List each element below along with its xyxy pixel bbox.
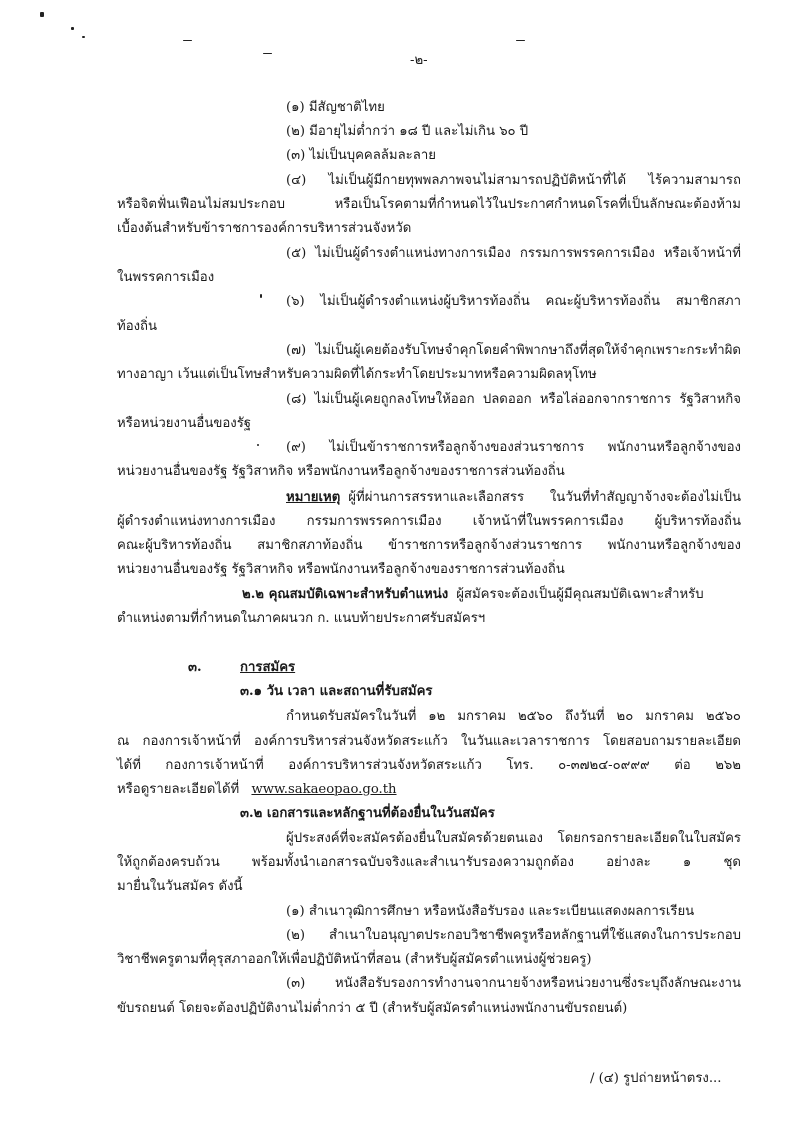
section-3-title: การสมัคร <box>240 660 296 675</box>
scan-speck <box>516 40 525 41</box>
document-2-line1: (๒) สำเนาใบอนุญาตประกอบวิชาชีพครูหรือหลักฐานที่ใช้แสดงในการประกอบ <box>286 928 741 943</box>
section-2-2-line1 <box>242 587 741 603</box>
application-website-line <box>117 782 397 798</box>
note-line2: ผู้ดำรงตำแหน่งทางการเมือง กรรมการพรรคการเมือง เจ้าหน้าที่ในพรรคการเมือง ผู้บริหารท้องถิ่น <box>117 514 741 529</box>
qualification-9-line1: (๙) ไม่เป็นข้าราชการหรือลูกจ้างของส่วนราชการ พนักงานหรือลูกจ้างของ <box>286 440 741 455</box>
document-1: (๑) สำเนาวุฒิการศึกษา หรือหนังสือรับรอง และระเบียนแสดงผลการเรียน <box>286 904 695 919</box>
note-line1 <box>286 490 741 506</box>
scan-speck <box>183 40 192 41</box>
website-link[interactable]: www.sakaeopao.go.th <box>251 782 397 797</box>
qualification-5-line1: (๕) ไม่เป็นผู้ดำรงตำแหน่งทางการเมือง กรรมการพรรคการเมือง หรือเจ้าหน้าที่ <box>286 246 741 261</box>
documents-intro-line3: มายื่นในวันสมัคร ดังนี้ <box>117 879 243 894</box>
qualification-4-line3: เบื้องต้นสำหรับข้าราชการองค์การบริหารส่วนจังหวัด <box>117 221 412 236</box>
note-line3: คณะผู้บริหารท้องถิ่น สมาชิกสภาท้องถิ่น ข้าราชการหรือลูกจ้างส่วนราชการ พนักงานหรือลูกจ้างของ <box>117 538 741 553</box>
scan-speck <box>82 36 85 38</box>
application-contact: ได้ที่ กองการเจ้าหน้าที่ องค์การบริหารส่วนจังหวัดสระแก้ว โทร. ๐-๓๗๒๔-๐๙๙๙ ต่อ ๒๖๒ <box>117 758 741 773</box>
qualification-2: (๒) มีอายุไม่ต่ำกว่า ๑๘ ปี และไม่เกิน ๖๐ ปี <box>286 124 529 139</box>
qualification-7-line1: (๗) ไม่เป็นผู้เคยต้องรับโทษจำคุกโดยคำพิพากษาถึงที่สุดให้จำคุกเพราะกระทำผิด <box>286 343 741 358</box>
qualification-4-line1: (๔) ไม่เป็นผู้มีกายทุพพลภาพจนไม่สามารถปฏิบัติหน้าที่ได้ ไร้ความสามารถ <box>286 173 741 188</box>
note-label: หมายเหตุ <box>286 490 341 505</box>
section-2-2-heading: ๒.๒ คุณสมบัติเฉพาะสำหรับตำแหน่ง <box>242 587 449 602</box>
document-3-line1: (๓) หนังสือรับรองการทำงานจากนายจ้างหรือหน่วยงานซึ่งระบุถึงลักษณะงาน <box>286 976 741 991</box>
documents-intro-line1: ผู้ประสงค์ที่จะสมัครต้องยื่นใบสมัครด้วยตนเอง โดยกรอกรายละเอียดในใบสมัคร <box>286 831 741 846</box>
qualification-5-line2: ในพรรคการเมือง <box>117 270 215 285</box>
application-place: ณ กองการเจ้าหน้าที่ องค์การบริหารส่วนจังหวัดสระแก้ว ในวันและเวลาราชการ โดยสอบถามรายละเอียด <box>117 734 741 749</box>
website-prefix: หรือดูรายละเอียดได้ที่ <box>117 782 240 797</box>
page-number: -๒- <box>410 53 428 68</box>
qualification-8-line1: (๘) ไม่เป็นผู้เคยถูกลงโทษให้ออก ปลดออก หรือไล่ออกจากราชการ รัฐวิสาหกิจ <box>286 392 741 407</box>
section-2-2-text: ผู้สมัครจะต้องเป็นผู้มีคุณสมบัติเฉพาะสำหรับ <box>456 587 704 602</box>
qualification-1: (๑) มีสัญชาติไทย <box>286 100 385 115</box>
note-text: ผู้ที่ผ่านการสรรหาและเลือกสรร ในวันที่ทำสัญญาจ้างจะต้องไม่เป็น <box>348 490 741 505</box>
documents-intro-line2: ให้ถูกต้องครบถ้วน พร้อมทั้งนำเอกสารฉบับจริงและสำเนารับรองความถูกต้อง อย่างละ ๑ ชุด <box>117 855 741 870</box>
section-3-number: ๓. <box>188 660 202 675</box>
document-2-line2: วิชาชีพครูตามที่คุรุสภาออกให้เพื่อปฏิบัติหน้าที่สอน (สำหรับผู้สมัครตำแหน่งผู้ช่วยครู) <box>117 952 592 967</box>
qualification-7-line2: ทางอาญา เว้นแต่เป็นโทษสำหรับความผิดที่ได้กระทำโดยประมาทหรือความผิดลหุโทษ <box>117 367 597 382</box>
continuation-marker: / (๔) รูปถ่ายหน้าตรง... <box>590 1071 722 1086</box>
qualification-3: (๓) ไม่เป็นบุคคลล้มละลาย <box>286 148 436 163</box>
qualification-9-line2: หน่วยงานอื่นของรัฐ รัฐวิสาหกิจ หรือพนักงานหรือลูกจ้างของราชการส่วนท้องถิ่น <box>117 464 565 479</box>
scan-speck <box>260 294 262 298</box>
note-line4: หน่วยงานอื่นของรัฐ รัฐวิสาหกิจ หรือพนักงานหรือลูกจ้างของราชการส่วนท้องถิ่น <box>117 562 565 577</box>
scan-speck <box>263 53 272 54</box>
qualification-8-line2: หรือหน่วยงานอื่นของรัฐ <box>117 416 252 431</box>
document-3-line2: ขับรถยนต์ โดยจะต้องปฏิบัติงานไม่ต่ำกว่า ๕ ปี (สำหรับผู้สมัครตำแหน่งพนักงานขับรถยนต์) <box>117 1001 628 1016</box>
scan-speck <box>71 27 74 30</box>
application-period: กำหนดรับสมัครในวันที่ ๑๒ มกราคม ๒๕๖๐ ถึงวันที่ ๒๐ มกราคม ๒๕๖๐ <box>286 709 741 724</box>
qualification-6-line2: ท้องถิ่น <box>117 319 158 334</box>
section-2-2-line2: ตำแหน่งตามที่กำหนดในภาคผนวก ก. แนบท้ายประกาศรับสมัครฯ <box>117 611 486 626</box>
scan-speck <box>40 12 44 17</box>
scan-speck <box>257 444 259 446</box>
qualification-6-line1: (๖) ไม่เป็นผู้ดำรงตำแหน่งผู้บริหารท้องถิ่น คณะผู้บริหารท้องถิ่น สมาชิกสภา <box>286 294 741 309</box>
section-3-1-heading: ๓.๑ วัน เวลา และสถานที่รับสมัคร <box>240 684 433 699</box>
qualification-4-line2: หรือจิตฟั่นเฟือนไม่สมประกอบ หรือเป็นโรคตามที่กำหนดไว้ในประกาศกำหนดโรคที่เป็นลักษณะต้องห้าม <box>117 197 741 212</box>
section-3-2-heading: ๓.๒ เอกสารและหลักฐานที่ต้องยื่นในวันสมัคร <box>240 806 495 821</box>
